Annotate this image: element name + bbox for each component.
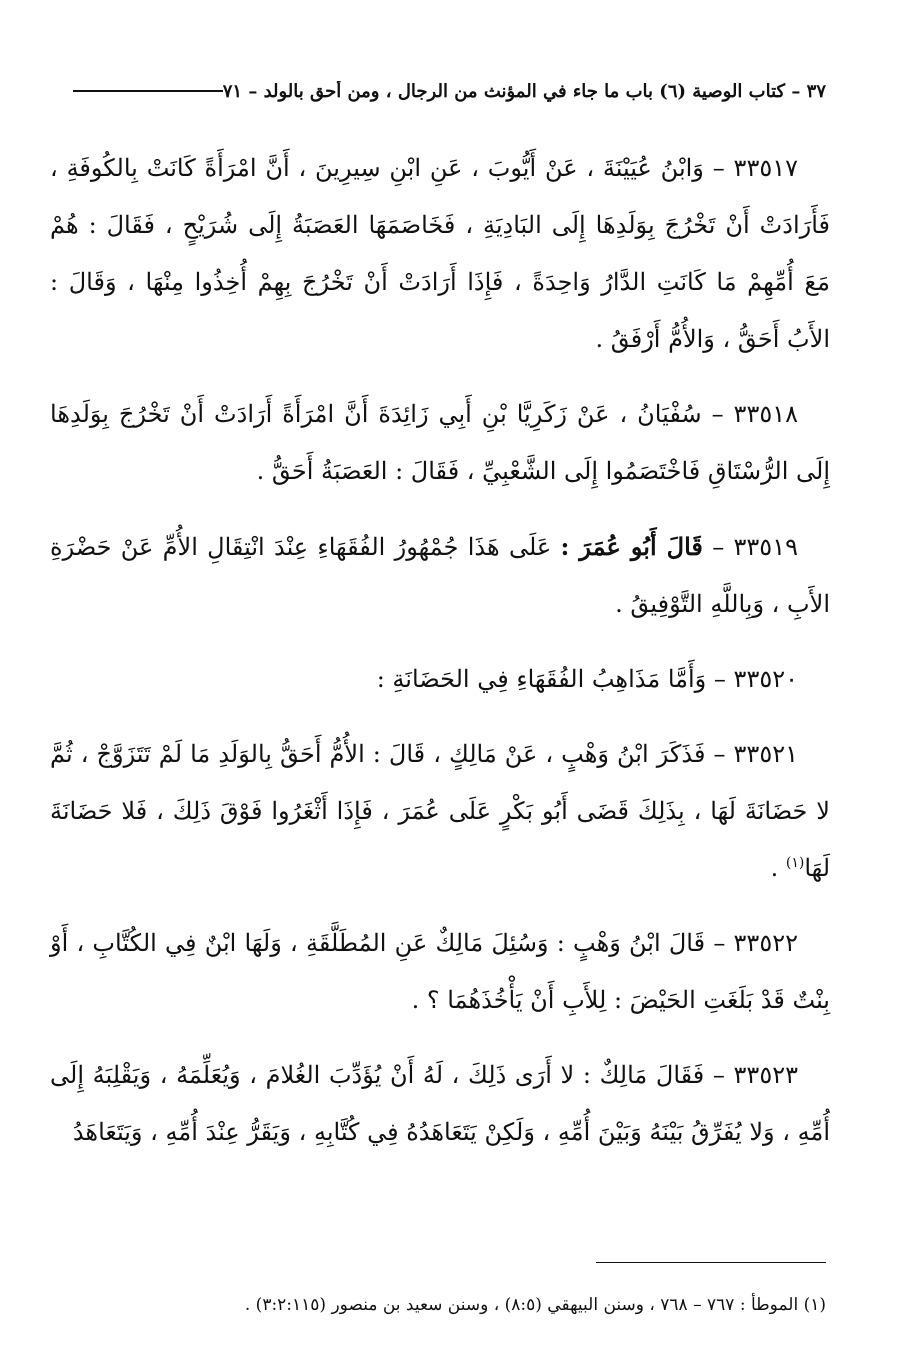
paragraph-33520 bbox=[50, 651, 830, 708]
header-rule bbox=[73, 90, 223, 92]
main-text bbox=[50, 140, 830, 1179]
paragraph-number: ٣٣٥١٩ – bbox=[712, 533, 798, 561]
paragraph-text: عَلَى هَذَا جُمْهُورُ الفُقَهَاءِ عِنْدَ انْتِقَالِ الأُمِّ عَنْ حَضْرَةِ الأَبِ ، وَبِاللَّهِ التَّوْفِيقُ . bbox=[50, 533, 830, 618]
paragraph-number: ٣٣٥١٨ – bbox=[711, 400, 798, 428]
paragraph-number: ٣٣٥١٧ – bbox=[712, 154, 798, 182]
paragraph-text: وَأَمَّا مَذَاهِبُ الفُقَهَاءِ فِي الحَضَانَةِ : bbox=[376, 665, 707, 693]
paragraph-text: فَذَكَرَ ابْنُ وَهْبٍ ، عَنْ مَالِكٍ ، قَالَ : الأُمُّ أَحَقُّ بِالوَلَدِ مَا لَمْ تَتَزَوَّجْ ، ثُمَّ لا حَضَانَةَ لَهَا ، بِذَلِكَ قَضَى أَبُو بَكْرٍ عَلَى عُمَرَ ، فَإِذَا أَثْغَرُوا فَوْقَ ذَلِكَ ، فَلا حَضَانَةَ لَهَا bbox=[50, 740, 830, 882]
footnote-text: (١) الموطأ : ٧٦٧ – ٧٦٨ ، وسنن البيهقي (٨:٥) ، وسنن سعيد بن منصور (٣:٢:١١٥) . bbox=[244, 1295, 826, 1315]
paragraph-number: ٣٣٥٢٠ – bbox=[713, 665, 798, 693]
paragraph-33517 bbox=[50, 140, 830, 368]
paragraph-text: سُفْيَانُ ، عَنْ زَكَرِيَّا بْنِ أَبِي زَائِدَةَ أَنَّ امْرَأَةً أَرَادَتْ أَنْ تَخْرُجَ بِوَلَدِهَا إِلَى الرُّسْتَاقِ فَاخْتَصَمُوا إِلَى الشَّعْبِيِّ ، فَقَالَ : العَصَبَةُ أَحَقُّ . bbox=[50, 400, 830, 485]
paragraph-number: ٣٣٥٢٣ – bbox=[712, 1061, 798, 1089]
running-header bbox=[50, 74, 826, 108]
paragraph-33523 bbox=[50, 1047, 830, 1161]
paragraph-text: فَقَالَ مَالِكٌ : لا أَرَى ذَلِكَ ، لَهُ أَنْ يُؤَدِّبَ الغُلامَ ، وَيُعَلِّمَهُ ، وَيَقْلِبَهُ إِلَى أُمِّهِ ، وَلا يُفَرِّقُ بَيْنَهُ وَبَيْنَ أُمِّهِ ، وَلَكِنْ يَتَعَاهَدُهُ فِي كُتَّابِهِ ، وَيَقَرُّ عِنْدَ أُمِّهِ ، وَيَتَعَاهَدُ bbox=[50, 1061, 830, 1146]
footnote-1 bbox=[50, 1290, 826, 1320]
paragraph-33518 bbox=[50, 386, 830, 500]
paragraph-33522 bbox=[50, 915, 830, 1029]
footnote-reference[interactable]: (١) bbox=[785, 855, 805, 871]
paragraph-33521 bbox=[50, 726, 830, 897]
speaker-label: قَالَ أَبُو عُمَرَ : bbox=[560, 532, 703, 561]
paragraph-text: قَالَ ابْنُ وَهْبٍ : وَسُئِلَ مَالِكٌ عَنِ المُطَلَّقَةِ ، وَلَهَا ابْنٌ فِي الكُتَّابِ ، أَوْ بِنْتٌ قَدْ بَلَغَتِ الحَيْضَ : لِلأَبِ أَنْ يَأْخُذَهُمَا ؟ . bbox=[50, 929, 830, 1014]
paragraph-number: ٣٣٥٢٢ – bbox=[713, 929, 798, 957]
paragraph-tail: . bbox=[770, 854, 786, 882]
paragraph-number: ٣٣٥٢١ – bbox=[713, 740, 798, 768]
paragraph-text: وَابْنُ عُيَيْنَةَ ، عَنْ أَيُّوبَ ، عَنِ ابْنِ سِيرِينَ ، أَنَّ امْرَأَةً كَانَتْ بِالكُوفَةِ ، فَأَرَادَتْ أَنْ تَخْرُجَ بِوَلَدِهَا إِلَى البَادِيَةِ ، فَخَاصَمَهَا العَصَبَةُ إِلَى شُرَيْحٍ ، فَقَالَ : هُمْ مَعَ أُمِّهِمْ مَا كَانَتِ الدَّارُ وَاحِدَةً ، فَإِذَا أَرَادَتْ أَنْ تَخْرُجَ بِهِمْ أُخِذُوا مِنْهَا ، وَقَالَ : الأَبُ أَحَقُّ ، وَالأُمُّ أَرْفَقُ . bbox=[50, 154, 830, 353]
footnote-divider bbox=[596, 1262, 826, 1263]
paragraph-33519 bbox=[50, 518, 830, 633]
running-title: ٣٧ – كتاب الوصية (٦) باب ما جاء في المؤنث من الرجال ، ومن أحق بالولد – ٧١ bbox=[222, 80, 826, 102]
